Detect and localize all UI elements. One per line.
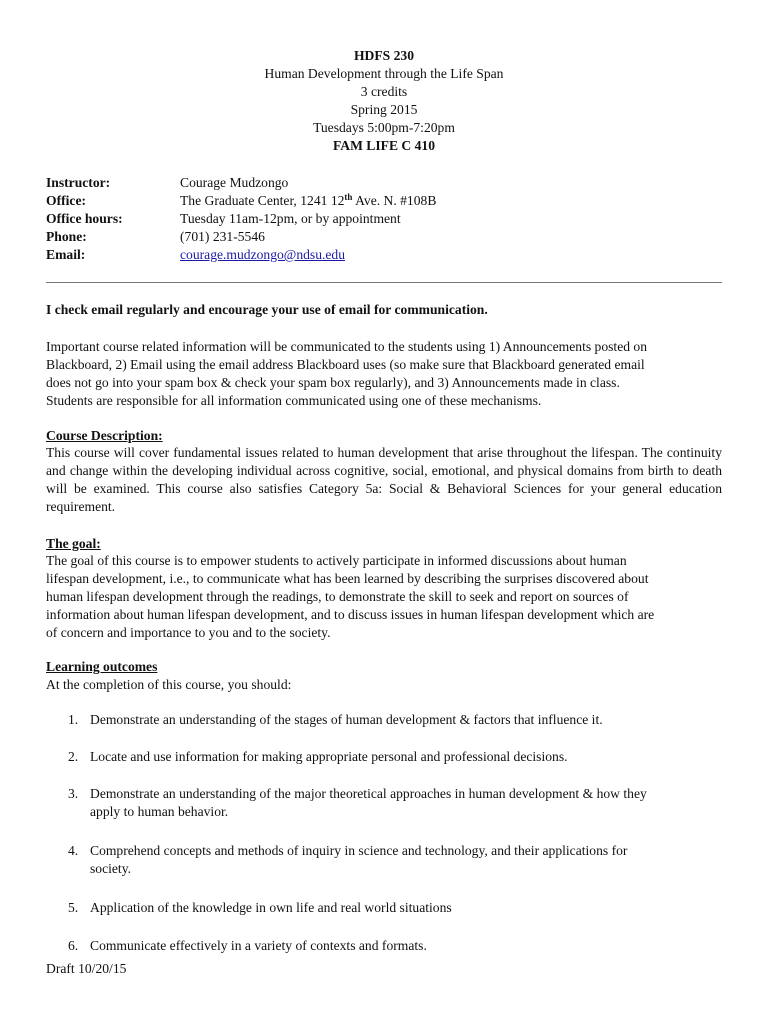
course-credits: 3 credits [360,84,408,99]
list-item-text: society. [90,861,132,876]
list-item [46,748,722,766]
course-description-heading: Course Description: [46,428,163,443]
course-term: Spring 2015 [350,102,418,117]
office-row [46,192,722,210]
list-item-number: 5. [68,900,79,915]
goal-line: lifespan development, i.e., to communicate what has been learned by describing the surprises discovered about [46,571,649,586]
office-hours-value: Tuesday 11am-12pm, or by appointment [180,211,401,226]
list-item-text: Demonstrate an understanding of the major theoretical approaches in human development & how they [90,786,647,801]
learning-outcomes-intro: At the completion of this course, you should: [46,677,292,692]
communication-line: does not go into your spam box & check your spam box regularly), and 3) Announcements made in class. [46,375,620,390]
communication-line: Students are responsible for all information communicated using one of these mechanisms. [46,393,542,408]
goal-line: information about human lifespan development, and to discuss issues in human lifespan development which are [46,607,655,622]
list-item-number: 4. [68,843,79,858]
instructor-value: Courage Mudzongo [180,175,289,190]
list-item-text: Locate and use information for making appropriate personal and professional decisions. [90,749,568,764]
list-item [46,842,722,878]
list-item-number: 1. [68,712,79,727]
draft-footer: Draft 10/20/15 [46,961,127,976]
office-label: Office: [46,193,86,208]
horizontal-divider [46,282,722,283]
office-address-post: Ave. N. #108B [352,193,437,208]
instructor-row [46,174,722,192]
course-room: FAM LIFE C 410 [332,138,436,153]
list-item-text: Communicate effectively in a variety of contexts and formats. [90,938,427,953]
office-hours-label: Office hours: [46,211,123,226]
instructor-label: Instructor: [46,175,111,190]
goal-line: The goal of this course is to empower students to actively participate in informed discussions about human [46,553,627,568]
list-item-text: apply to human behavior. [90,804,229,819]
goal-paragraph [46,552,722,642]
email-link[interactable]: courage.mudzongo@ndsu.edu [180,247,346,262]
goal-line: of concern and importance to you and to the society. [46,625,331,640]
email-label: Email: [46,247,86,262]
phone-value: (701) 231-5546 [180,229,265,244]
email-notice: I check email regularly and encourage your use of email for communication. [46,302,488,317]
learning-outcomes-heading: Learning outcomes [46,659,158,674]
course-description-text: This course will cover fundamental issues related to human development that arise throughout the lifespan. The continuity and change within the developing individual across cognitive, social, emotional, and physical domains from birth to death will be examined. This course also satisfies Category 5a: Social & Behavioral Sciences for your general education requirement. [46,445,722,514]
list-item-text: Demonstrate an understanding of the stages of human development & factors that influence it. [90,712,603,727]
course-header [46,47,722,155]
list-item [46,785,722,821]
office-address-pre: The Graduate Center, 1241 12 [180,193,345,208]
course-code: HDFS 230 [353,48,415,63]
email-row [46,246,722,264]
course-schedule: Tuesdays 5:00pm-7:20pm [313,120,455,135]
office-value [180,192,722,210]
phone-label: Phone: [46,229,87,244]
list-item-number: 2. [68,749,79,764]
instructor-info [46,174,722,264]
list-item-number: 3. [68,786,79,801]
list-item [46,711,722,729]
communication-line: Important course related information will be communicated to the students using 1) Announcements posted on [46,339,648,354]
office-hours-row [46,210,722,228]
list-item-text: Comprehend concepts and methods of inquiry in science and technology, and their applications for [90,843,628,858]
goal-line: human lifespan development through the readings, to demonstrate the skill to seek and report on sources of [46,589,629,604]
list-item-text: Application of the knowledge in own life and real world situations [90,900,452,915]
list-item-number: 6. [68,938,79,953]
list-item [46,937,722,955]
communication-line: Blackboard, 2) Email using the email address Blackboard uses (so make sure that Blackboard generated email [46,357,645,372]
list-item [46,899,722,917]
goal-heading: The goal: [46,536,101,551]
communication-paragraph [46,338,722,410]
course-title: Human Development through the Life Span [264,66,504,81]
phone-row [46,228,722,246]
office-address-sup: th [344,192,353,202]
